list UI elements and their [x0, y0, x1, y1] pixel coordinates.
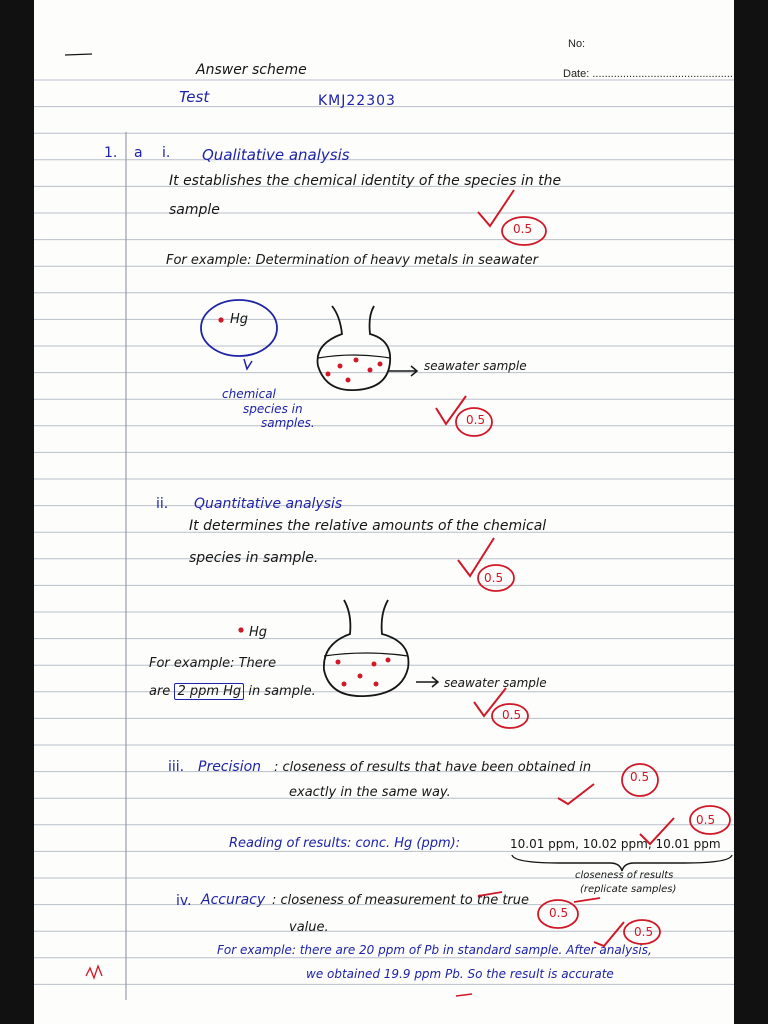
score-badge-7: 0.5 [549, 906, 569, 920]
pen-stroke [64, 52, 94, 58]
course-code: KMJ22303 [318, 93, 396, 109]
score-badge-8: 0.5 [634, 925, 654, 939]
check-mark-1 [474, 186, 554, 256]
closeness-note-1: closeness of results [575, 870, 674, 881]
seawater-sample-label-1: seawater sample [424, 359, 527, 373]
check-mark-6 [634, 800, 734, 850]
chemical-species-note-3: samples. [261, 416, 315, 430]
notebook-page [34, 0, 734, 1024]
flask-diagram-2 [314, 592, 424, 707]
accuracy-def-line1: : closeness of measurement to the true [272, 893, 530, 908]
question-number: 1. [104, 145, 118, 161]
seawater-sample-label-2: seawater sample [444, 676, 547, 690]
red-scribble [84, 964, 106, 982]
qualitative-example: For example: Determination of heavy metals in seawater [166, 253, 538, 268]
accuracy-example-line1: For example: there are 20 ppm of Pb in standard sample. After analysis, [217, 943, 652, 957]
boxed-value: 2 ppm Hg [174, 683, 244, 700]
check-mark-3 [454, 536, 534, 596]
roman-ii: ii. [156, 496, 169, 512]
quantitative-def-line2: species in sample. [189, 550, 319, 566]
heading-qualitative: Qualitative analysis [202, 146, 350, 164]
down-arrow [240, 355, 260, 375]
precision-def-line2: exactly in the same way. [289, 785, 451, 800]
roman-iv: iv. [176, 893, 192, 909]
score-badge-3: 0.5 [484, 571, 504, 585]
part-letter: a [134, 145, 143, 161]
reading-label: Reading of results: conc. Hg (ppm): [229, 836, 461, 851]
precision-def-line1: : closeness of results that have been obtained in [274, 760, 592, 775]
quantitative-example-line1: For example: There [149, 656, 277, 671]
arrow-to-label-2 [416, 676, 440, 688]
test-label: Test [179, 88, 210, 106]
qualitative-def-line2: sample [169, 202, 220, 218]
heading-quantitative: Quantitative analysis [194, 496, 343, 512]
score-badge-5: 0.5 [630, 770, 650, 784]
accuracy-def-line2: value. [289, 920, 329, 935]
roman-i: i. [162, 145, 171, 161]
accuracy-example-line2: we obtained 19.9 ppm Pb. So the result is accurate [306, 967, 614, 981]
flask-diagram-1 [304, 300, 424, 400]
chemical-species-note-2: species in [243, 402, 303, 416]
quantitative-example-line2 [149, 684, 316, 699]
chemical-species-note-1: chemical [222, 387, 276, 401]
heading-precision: Precision [198, 759, 262, 775]
date-label: Date: .............................................. [563, 68, 733, 80]
quantitative-def-line1: It determines the relative amounts of the chemical [189, 518, 547, 534]
answer-scheme-title: Answer scheme [196, 62, 307, 78]
score-badge-2: 0.5 [466, 413, 486, 427]
reading-values: 10.01 ppm, 10.02 ppm, 10.01 ppm [510, 837, 721, 851]
example-tail: in sample. [248, 684, 316, 699]
score-badge-6: 0.5 [696, 813, 716, 827]
species-dot-2 [237, 626, 245, 634]
score-badge-1: 0.5 [513, 222, 533, 236]
qualitative-def-line1: It establishes the chemical identity of the species in the [169, 173, 562, 189]
score-badge-4: 0.5 [502, 708, 522, 722]
red-tick-small [454, 990, 476, 1000]
species-hg-label-2: Hg [249, 625, 268, 640]
heading-accuracy: Accuracy [201, 892, 266, 908]
species-hg-label: Hg [230, 312, 249, 327]
arrow-to-label-1 [389, 365, 419, 377]
roman-iii: iii. [168, 759, 185, 775]
example-are-word: are [149, 684, 171, 699]
closeness-note-2: (replicate samples) [580, 884, 677, 895]
no-label: No: [568, 38, 586, 50]
